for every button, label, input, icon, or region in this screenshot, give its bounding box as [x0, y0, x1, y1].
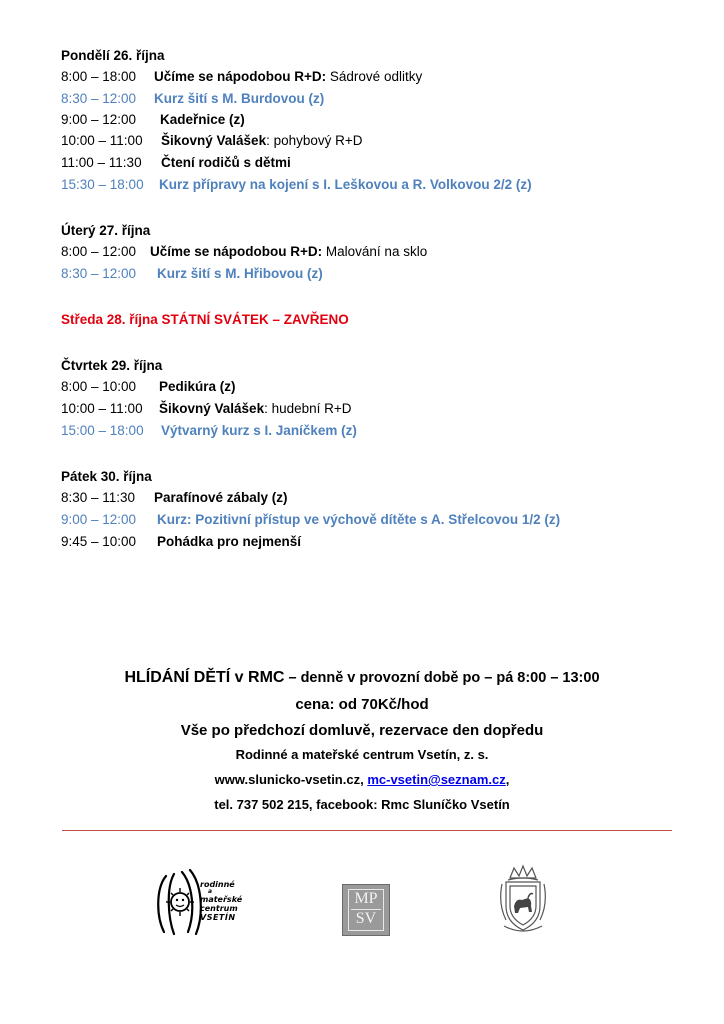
- event-row: [61, 487, 701, 509]
- day-wednesday: [61, 310, 701, 330]
- event-title: Učíme se nápodobou R+D:: [154, 69, 327, 84]
- event-row: [61, 263, 701, 285]
- event-row: [61, 174, 701, 196]
- event-time: 8:00 – 10:00: [61, 379, 137, 394]
- babysitting-hours: – denně v provozní době po – pá 8:00 – 13:00: [284, 670, 600, 686]
- event-time: 15:30 – 18:00: [61, 177, 144, 192]
- vsetin-coat-of-arms: [498, 864, 548, 938]
- event-detail: Sádrové odlitky: [326, 69, 423, 84]
- day-title: Pátek 30. října: [61, 469, 152, 484]
- coat-of-arms-icon: [498, 864, 548, 938]
- contact-line: tel. 737 502 215, facebook: Rmc Sluníčko Vsetín: [214, 797, 510, 812]
- event-row: [61, 398, 701, 420]
- website-text: www.slunicko-vsetin.cz: [214, 772, 361, 787]
- event-row: [61, 420, 701, 442]
- day-title: Úterý 27. října: [61, 223, 151, 238]
- schedule: [61, 46, 701, 578]
- event-title: Kurz přípravy na kojení s I. Leškovou a R. Volkovou 2/2 (z): [159, 177, 532, 192]
- event-row: [61, 66, 701, 88]
- babysitting-line: [0, 666, 724, 690]
- day-title: Čtvrtek 29. října: [61, 358, 163, 373]
- logos-row: [0, 860, 724, 950]
- event-detail: Malování na sklo: [322, 244, 428, 259]
- event-title: Kurz: Pozitivní přístup ve výchově dítěte s A. Střelcovou 1/2 (z): [157, 512, 561, 527]
- rmc-logo-text: rodinné a mateřské centrum VSETÍN: [200, 880, 243, 922]
- event-title: Pedikúra (z): [159, 379, 236, 394]
- day-friday: [61, 467, 701, 553]
- event-time: 8:30 – 12:00: [61, 91, 137, 106]
- event-detail: : hudební R+D: [264, 401, 352, 416]
- event-row: [61, 110, 701, 130]
- event-time: 15:00 – 18:00: [61, 423, 144, 438]
- event-title: Výtvarný kurz s I. Janíčkem (z): [161, 423, 357, 438]
- event-title: Šikovný Valášek: [161, 133, 267, 148]
- trailing-comma: ,: [505, 772, 510, 787]
- event-row: [61, 509, 701, 531]
- rmc-logo: [152, 866, 252, 938]
- event-time: 8:30 – 12:00: [61, 266, 137, 281]
- event-time: 9:00 – 12:00: [61, 112, 137, 127]
- day-thursday: [61, 356, 701, 442]
- event-row: [61, 376, 701, 398]
- event-time: 10:00 – 11:00: [61, 401, 143, 416]
- event-detail: : pohybový R+D: [266, 133, 363, 148]
- event-title: Kurz šití s M. Hřibovou (z): [157, 266, 323, 281]
- event-title: Kadeřnice (z): [160, 112, 245, 127]
- event-time: 8:30 – 11:30: [61, 490, 136, 505]
- arrangement-line: Vše po předchozí domluvě, rezervace den dopředu: [180, 722, 544, 739]
- event-row: [61, 152, 701, 174]
- event-time: 8:00 – 12:00: [61, 244, 137, 259]
- event-title: Čtení rodičů s dětmi: [161, 155, 291, 170]
- day-title: Pondělí 26. října: [61, 48, 165, 63]
- day-tuesday: [61, 221, 701, 285]
- event-time: 8:00 – 18:00: [61, 69, 137, 84]
- event-row: [61, 241, 701, 263]
- event-row: [61, 531, 701, 553]
- links-line: [0, 769, 724, 791]
- separator: ,: [360, 772, 368, 787]
- mpsv-logo: [342, 884, 390, 936]
- event-title: Učíme se nápodobou R+D:: [150, 244, 323, 259]
- event-time: 9:45 – 10:00: [61, 534, 137, 549]
- price-line: cena: od 70Kč/hod: [295, 696, 429, 713]
- closed-day-notice: Středa 28. října STÁTNÍ SVÁTEK – ZAVŘENO: [61, 312, 349, 327]
- event-title: Kurz šití s M. Burdovou (z): [154, 91, 325, 106]
- babysitting-title: HLÍDÁNÍ DĚTÍ v RMC: [124, 669, 285, 686]
- mpsv-logo-top: MP: [354, 890, 378, 907]
- event-row: [61, 88, 701, 110]
- event-title: Pohádka pro nejmenší: [157, 534, 302, 549]
- event-time: 9:00 – 12:00: [61, 512, 137, 527]
- event-title: Parafínové zábaly (z): [154, 490, 288, 505]
- mpsv-logo-bottom: SV: [355, 910, 377, 927]
- email-link[interactable]: mc-vsetin@seznam.cz: [367, 772, 506, 787]
- divider: [62, 830, 672, 831]
- day-monday: [61, 46, 701, 196]
- footer: [0, 666, 724, 819]
- event-time: 10:00 – 11:00: [61, 133, 143, 148]
- event-row: [61, 130, 701, 152]
- event-time: 11:00 – 11:30: [61, 155, 142, 170]
- event-title: Šikovný Valášek: [159, 401, 265, 416]
- org-name: Rodinné a mateřské centrum Vsetín, z. s.: [235, 747, 489, 762]
